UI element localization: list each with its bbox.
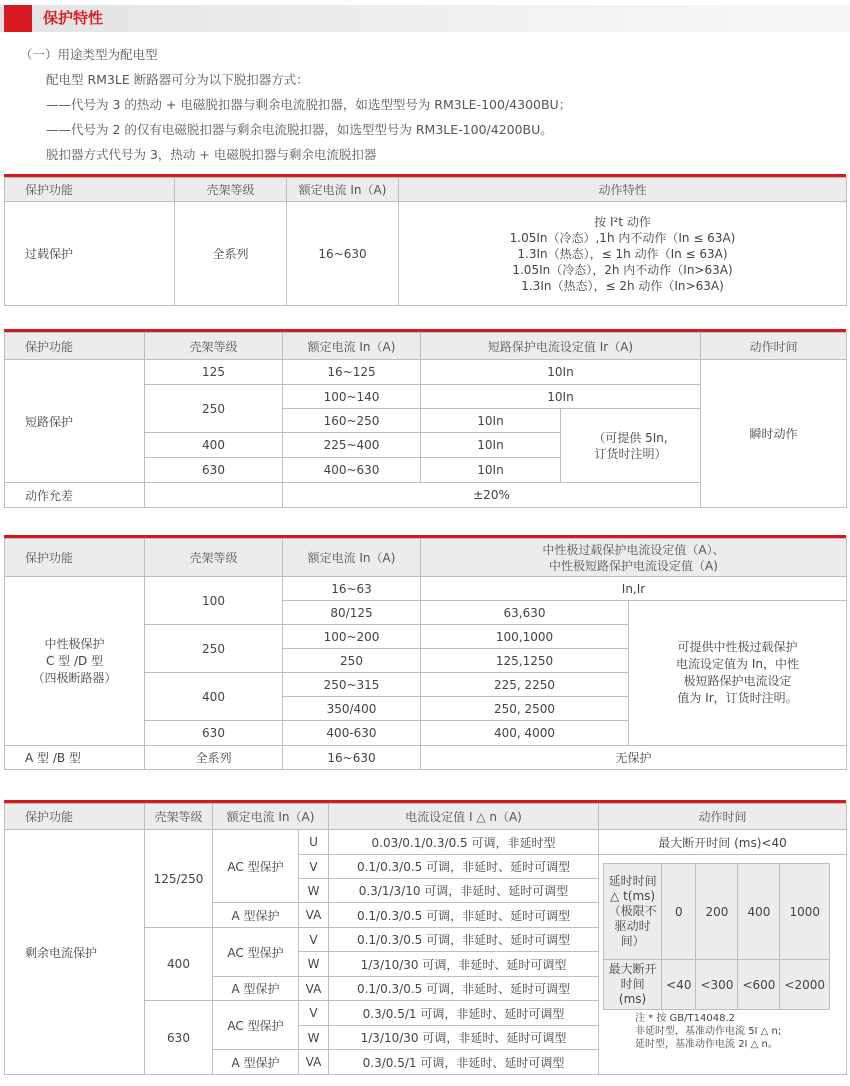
frame-level: 全系列 <box>145 746 283 770</box>
rated-current: 400~630 <box>283 458 421 483</box>
protection-function: 过载保护 <box>5 202 175 306</box>
delay-value: 0 <box>662 864 696 960</box>
break-value: <600 <box>738 960 780 1010</box>
type-code: W <box>299 879 329 903</box>
intro-line: （一）用途类型为配电型 <box>20 47 158 62</box>
characteristic-line: 1.05In（冷态）,1h 内不动作（In ≤ 63A) <box>509 230 736 245</box>
tolerance-value: ±20% <box>283 483 701 508</box>
frame-level: 630 <box>145 1001 213 1075</box>
empty-cell <box>145 483 283 508</box>
characteristic-line: 1.05In（冷态），2h 内不动作（In>63A) <box>512 262 733 277</box>
setting-value: 0.1/0.3/0.5 可调，非延时、延时可调型 <box>329 903 599 928</box>
rated-current: 225~400 <box>283 433 421 458</box>
protection-function: 剩余电流保护 <box>5 830 145 1075</box>
section-title: 保护特性 <box>43 9 104 27</box>
rated-current: 100~200 <box>283 625 421 649</box>
table-header: 壳架等级 <box>145 539 283 577</box>
a-type-label: A 型保护 <box>213 977 299 1001</box>
action-characteristics <box>399 202 847 306</box>
table-header: 保护功能 <box>5 333 145 360</box>
delay-value: 400 <box>738 864 780 960</box>
setting-value: 0.1/0.3/0.5 可调，非延时、延时可调型 <box>329 977 599 1001</box>
table-header: 短路保护电流设定值 Ir（A) <box>421 333 701 360</box>
protection-function: 短路保护 <box>5 360 145 483</box>
rated-current: 80/125 <box>283 601 421 625</box>
setting-value: 0.1/0.3/0.5 可调，非延时、延时可调型 <box>329 928 599 952</box>
short-circuit-table <box>4 332 847 508</box>
type-code: VA <box>299 977 329 1001</box>
frame-level: 400 <box>145 928 213 1001</box>
setting-value: 0.3/0.5/1 可调，非延时、延时可调型 <box>329 1050 599 1075</box>
type-code: VA <box>299 903 329 928</box>
intro-line: ——代号为 2 的仅有电磁脱扣器与剩余电流脱扣器，如选型型号为 RM3LE-100/4200BU。 <box>46 122 553 137</box>
footnote: 注 * 按 GB/T14048.2 非延时型，基准动作电流 5I △ n; 延时型，基准动作电流 2I △ n。 <box>635 1013 782 1050</box>
frame-level: 125/250 <box>145 830 213 928</box>
ac-type-label: AC 型保护 <box>213 1001 299 1050</box>
characteristic-line: 按 I²t 动作 <box>594 214 651 229</box>
table-header: 中性极过载保护电流设定值（A）、 中性极短路保护电流设定值（A) <box>421 539 847 577</box>
table-header: 动作时间 <box>701 333 847 360</box>
setting-value: 10In <box>421 360 701 385</box>
frame-level: 125 <box>145 360 283 385</box>
setting-value: 无保护 <box>421 746 847 770</box>
delay-time-panel <box>599 855 847 1075</box>
a-type-label: A 型保护 <box>213 903 299 928</box>
a-type-label: A 型保护 <box>213 1050 299 1075</box>
setting-value: 10In <box>421 433 561 458</box>
rated-current: 16~630 <box>287 202 399 306</box>
break-value: <2000 <box>780 960 830 1010</box>
table-header: 额定电流 In（A) <box>213 804 329 830</box>
setting-value: 10In <box>421 385 701 409</box>
type-code: W <box>299 1026 329 1050</box>
break-value: <300 <box>696 960 738 1010</box>
setting-value: 63,630 <box>421 601 629 625</box>
rated-current: 250 <box>283 649 421 673</box>
break-time-label: 最大断开 时间 (ms) <box>604 960 662 1010</box>
frame-level: 250 <box>145 625 283 673</box>
rated-current: 160~250 <box>283 409 421 433</box>
type-code: VA <box>299 1050 329 1075</box>
side-note: 可提供中性极过载保护 电流设定值为 In，中性 极短路保护电流设定 值为 Ir，订货时注明。 <box>629 601 847 746</box>
rated-current: 16~125 <box>283 360 421 385</box>
ac-type-label: AC 型保护 <box>213 830 299 903</box>
overload-table <box>4 177 847 306</box>
setting-value: In,Ir <box>421 577 847 601</box>
frame-level: 630 <box>145 458 283 483</box>
header-marker <box>4 5 32 32</box>
setting-value: 125,1250 <box>421 649 629 673</box>
neutral-pole-table <box>4 538 847 770</box>
table-header: 电流设定值 I △ n（A) <box>329 804 599 830</box>
frame-level: 400 <box>145 433 283 458</box>
table-header: 保护功能 <box>5 539 145 577</box>
ac-type-label: AC 型保护 <box>213 928 299 977</box>
type-code: V <box>299 928 329 952</box>
table-header: 动作时间 <box>599 804 847 830</box>
setting-value: 0.03/0.1/0.3/0.5 可调，非延时型 <box>329 830 599 855</box>
table-header: 壳架等级 <box>175 178 287 202</box>
table-header: 动作特性 <box>399 178 847 202</box>
table-header: 保护功能 <box>5 178 175 202</box>
type-code: U <box>299 830 329 855</box>
table-header: 额定电流 In（A) <box>283 539 421 577</box>
setting-value: 0.3/1/3/10 可调，非延时、延时可调型 <box>329 879 599 903</box>
characteristic-line: 1.3In（热态），≤ 1h 动作（In ≤ 63A) <box>517 246 728 261</box>
table-header: 额定电流 In（A) <box>287 178 399 202</box>
frame-level: 100 <box>145 577 283 625</box>
table-header: 壳架等级 <box>145 333 283 360</box>
frame-level: 全系列 <box>175 202 287 306</box>
setting-value: 1/3/10/30 可调，非延时、延时可调型 <box>329 1026 599 1050</box>
table-header: 额定电流 In（A) <box>283 333 421 360</box>
setting-value: 0.3/0.5/1 可调，非延时、延时可调型 <box>329 1001 599 1026</box>
break-value: <40 <box>662 960 696 1010</box>
intro-line: 脱扣器方式代号为 3，热动 + 电磁脱扣器与剩余电流脱扣器 <box>46 147 377 162</box>
protection-function: 中性极保护 C 型 /D 型 （四极断路器） <box>5 577 145 746</box>
rated-current: 250~315 <box>283 673 421 697</box>
delay-value: 1000 <box>780 864 830 960</box>
setting-value: 400, 4000 <box>421 721 629 746</box>
type-code: W <box>299 952 329 977</box>
rated-current: 350/400 <box>283 697 421 721</box>
table-header: 壳架等级 <box>145 804 213 830</box>
setting-value: 225, 2250 <box>421 673 629 697</box>
action-time: 瞬时动作 <box>701 360 847 508</box>
frame-level: 630 <box>145 721 283 746</box>
setting-value: 250, 2500 <box>421 697 629 721</box>
section-header <box>0 5 850 32</box>
intro-line: 配电型 RM3LE 断路器可分为以下脱扣器方式： <box>46 72 309 87</box>
characteristic-line: 1.3In（热态），≤ 2h 动作（In>63A) <box>521 278 724 293</box>
protection-function: A 型 /B 型 <box>5 746 145 770</box>
setting-value: 100,1000 <box>421 625 629 649</box>
delay-time-table <box>603 863 830 1010</box>
setting-value: 10In <box>421 458 561 483</box>
setting-value: 10In <box>421 409 561 433</box>
delay-value: 200 <box>696 864 738 960</box>
type-code: V <box>299 855 329 879</box>
option-note: （可提供 5In, 订货时注明） <box>561 409 701 483</box>
rated-current: 16~63 <box>283 577 421 601</box>
residual-current-table <box>4 803 847 1075</box>
type-code: V <box>299 1001 329 1026</box>
intro-line: ——代号为 3 的热动 + 电磁脱扣器与剩余电流脱扣器，如选型型号为 RM3LE-100/4300BU； <box>46 97 572 112</box>
frame-level: 250 <box>145 385 283 433</box>
rated-current: 16~630 <box>283 746 421 770</box>
tolerance-label: 动作允差 <box>5 483 145 508</box>
intro-text <box>18 42 571 167</box>
frame-level: 400 <box>145 673 283 721</box>
setting-value: 1/3/10/30 可调，非延时、延时可调型 <box>329 952 599 977</box>
rated-current: 400-630 <box>283 721 421 746</box>
delay-time-label: 延时时间 △ t(ms) （极限不 驱动时间） <box>604 864 662 960</box>
max-break-time: 最大断开时间 (ms)<40 <box>599 830 847 855</box>
setting-value: 0.1/0.3/0.5 可调，非延时、延时可调型 <box>329 855 599 879</box>
table-header: 保护功能 <box>5 804 145 830</box>
rated-current: 100~140 <box>283 385 421 409</box>
